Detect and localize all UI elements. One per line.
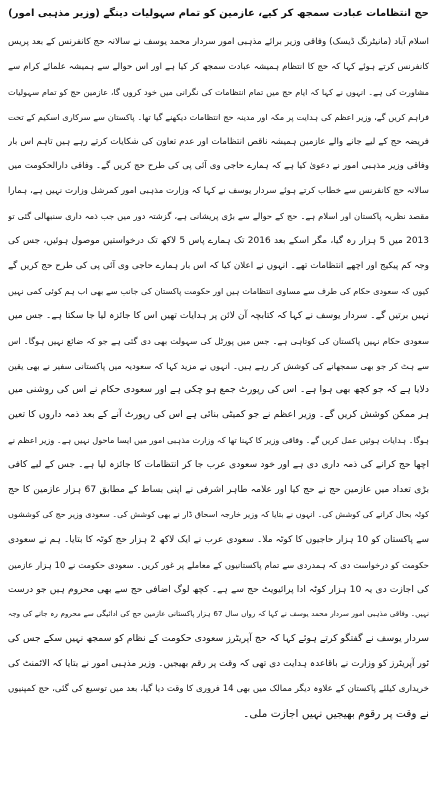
article-line: دلایا ہے کہ جو کچھ بھی ہوا ہے۔ اس کی رپورٹ جمع ہو چکی ہے اور سعودی حکام نے اس کی روشنی میں — [8, 384, 429, 396]
article-line: وفاقی وزیر مذہبی امور نے دعویٰ کیا ہے کہ ہمارے حاجی وی آئی پی کی طرح حج کریں گے۔ وفاقی دارالحکومت میں — [8, 161, 429, 172]
article-line: کیوں کہ سعودی حکام کی طرف سے مساوی انتظامات ہیں اور حکومت پاکستان کی جانب سے بھی اب ہم کوئی کمی نہیں — [8, 285, 429, 296]
article-line: مشاورت کی ہے۔ انہوں نے کہا کہ ایام حج میں تمام انتظامات کی نگرانی میں خود کروں گا، عازمین حج کو تمام سہولیات — [8, 86, 429, 97]
article-line: سالانہ حج کانفرنس سے خطاب کرتے ہوئے سردار یوسف نے کہا کہ وزارت مذہبی امور کمرشل وزارت نہیں ہے، ہمارا — [8, 186, 429, 197]
article-line: سعودی حکام نہیں پاکستان کی کوتاہی ہے۔ جس میں پورٹل کی سہولت بھی دی گئی ہے جو کہ ضائع نہیں ہوگا۔ اس — [8, 335, 429, 346]
article-line: کی اجازت دی یہ 10 ہزار کوٹہ ادا پرائیویٹ حج سے ہے۔ کچھ لوگ اضافی حج سے بھی محروم ہیں جو درست — [8, 583, 429, 595]
article-line: اچھا حج کرانے کی ذمہ داری دی ہے اور خود سعودی عرب جا کر انتظامات کا جائزہ لیا ہے۔ جس کے لیے کافی — [8, 459, 429, 471]
article-headline: حج انتظامات عبادت سمجھ کر کیے، عازمین کو تمام سہولیات دینگے (وزیر مذہبی امور) — [8, 8, 429, 19]
article-line: وجہ کم پیکیج اور اچھے انتظامات تھے۔ انہوں نے اعلان کیا کہ اس بار ہمارے حاجی وی آئی پی کی طرح حج کریں گے — [8, 261, 429, 272]
article-line: حکومت کو درخواست دی کہ ہمدردی سے تمام پاکستانیوں کے معاملے پر غور کریں۔ سعودی حکومت نے 10 ہزار عازمین — [8, 559, 429, 570]
article-line: فراہم کریں گے، وزیر اعظم کی ہدایت پر مکہ اور مدینہ حج انتظامات دیکھنے گیا تھا۔ پاکستان سے سرکاری اسکیم کے تحت — [8, 111, 429, 122]
article-line: کانفرنس کرتے ہوئے کہا کہ حج کا انتظام ہمیشہ عبادت سمجھ کر کیا ہے اور اس حوالے سے ہمیشہ علمائے کرام سے — [8, 61, 429, 72]
article-body — [8, 30, 429, 727]
article-line: ہر ممکن کوشش کریں گے۔ وزیر اعظم نے جو کمیٹی بنائی ہے اس کی رپورٹ آنے کے بعد ذمہ داروں کا تعین — [8, 409, 429, 421]
article-line: فریضہ حج کے لیے جانے والے عازمین ہمیشہ ناقص انتظامات اور عدم تعاون کی شکایات کرتے رہے ہیں تاہم اس بار — [8, 136, 429, 147]
article-line: کوٹہ بحال کرانے کی کوشش کی۔ انہوں نے بتایا کہ وزیر خارجہ اسحاق ڈار نے بھی کوشش کی۔ سعودی وزیر حج کی کوششوں — [8, 509, 429, 519]
article-line: اسلام آباد (مانیٹرنگ ڈیسک) وفاقی وزیر برائے مذہبی امور سردار محمد یوسف نے سالانہ حج کانفرنس کے بعد پریس — [8, 37, 429, 47]
article-line: خریداری کیلئے پاکستان کے علاوہ دیگر ممالک میں بھی 14 فروری کا وقت دیا گیا، بعد میں توسیع کی گئی، حج کمپنیوں — [8, 684, 429, 695]
article-line: نہیں۔ وفاقی مذہبی امور سردار محمد یوسف نے کہا کہ رواں سال 67 ہزار پاکستانی عازمین حج کی ادائیگی سے محروم رہ جانے کی وجہ — [8, 609, 429, 619]
article-line: مقصد نظریہ پاکستان اور اسلام ہے۔ حج کے حوالے سے بڑی پریشانی ہے، گزشتہ دور میں جب ذمہ داری سنبھالی گئی تو — [8, 211, 429, 222]
article-line: 2013 میں 5 ہزار رہ گیا، مگر اسکے بعد 2016 تک ہمارے پاس 5 لاکھ تک درخواستیں موصول ہوئیں، جس کی — [8, 236, 429, 247]
article-line: سردار یوسف نے گفتگو کرتے ہوئے کہا کہ حج آپریٹرز سعودی حکومت کے نظام کو سمجھ نہیں سکے جس کی — [8, 633, 429, 645]
article-line: سے پاکستان کو 10 ہزار حاجیوں کا کوٹہ ملا۔ سعودی عرب نے ایک لاکھ 2 ہزار حج کوٹہ کا بتایا۔ ہم نے سعودی — [8, 534, 429, 545]
article-line: ٹور آپریٹرز کو وزارت نے باقاعدہ ہدایت دی تھی کہ وقت پر رقم بھیجیں۔ وزیر مذہبی امور نے بتایا کہ الاٹمنٹ کی — [8, 659, 429, 670]
article-line: نے وقت پر رقوم بھیجیں نہیں اجازت ملی۔ — [243, 708, 429, 721]
article-line: سے ہٹ کر جو بھی سمجھانے کی کوشش کر رہے ہیں۔ انہوں نے مزید کہا کہ سعودیہ میں پاکستانی سفیر نے بھی یقین — [8, 360, 429, 371]
article-line: ہوگا۔ ہدایات ہوئیں عمل کریں گے۔ وفاقی وزیر کا کہنا تھا کہ وزارت مذہبی امور میں ایسا ماحول نہیں ہے۔ وزیر اعظم نے — [8, 435, 429, 446]
article-line: بڑی تعداد میں عازمین حج نے حج کیا اور علامہ طاہر اشرفی نے اپنی بساط کے مطابق 67 ہزار عازمین کا حج — [8, 484, 429, 496]
article-line: نہیں برتیں گے۔ سردار یوسف نے کہا کہ کتابچہ آن لائن پر ہدایات تھیں اس کا جائزہ لیا جا سکتا ہے۔ جس میں — [8, 309, 429, 321]
